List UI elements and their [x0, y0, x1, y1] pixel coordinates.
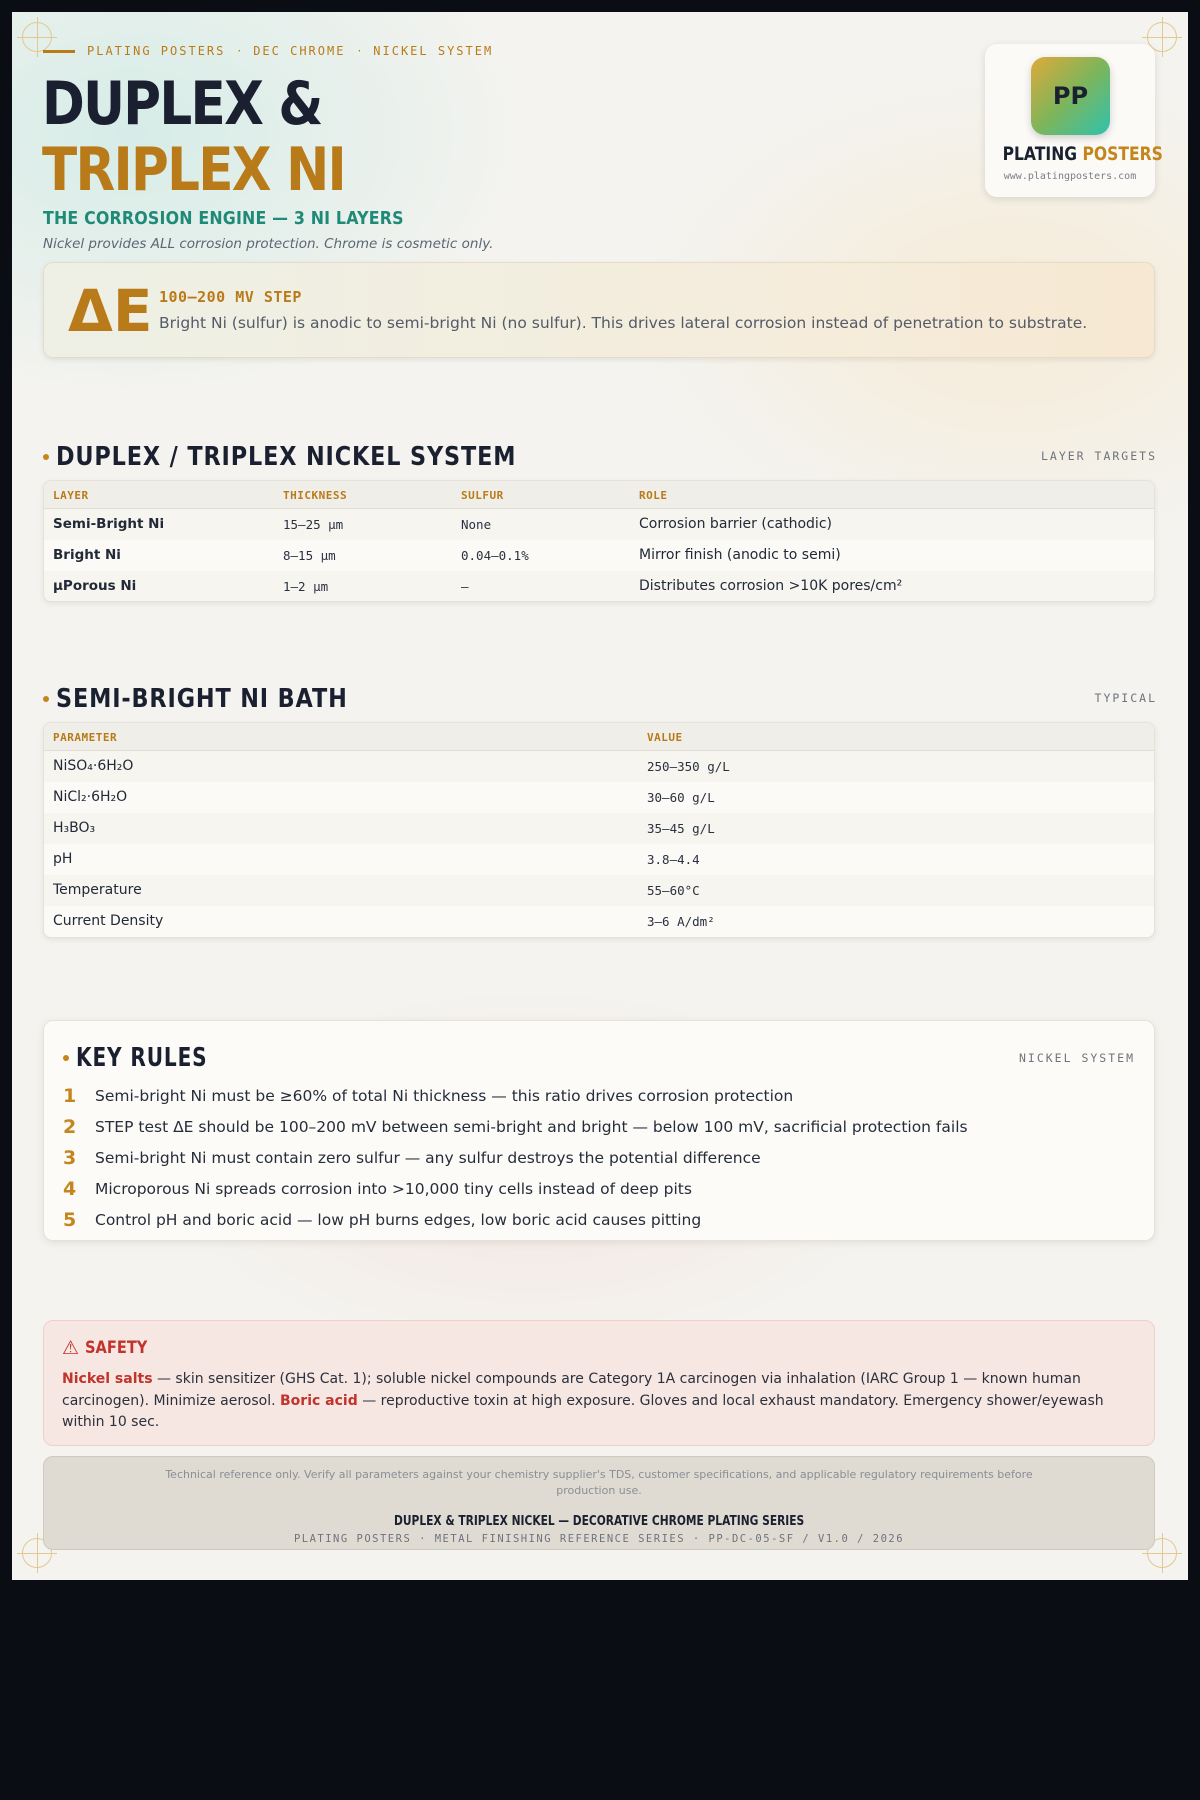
table-row [44, 751, 1154, 782]
brand-name [985, 143, 1163, 165]
rule-item [63, 1084, 793, 1108]
table-cell: 0.04–0.1% [461, 548, 529, 563]
layers-table [43, 480, 1155, 602]
table-row [44, 782, 1154, 813]
rules-tag: NICKEL SYSTEM [1018, 1051, 1135, 1065]
rule-item [63, 1146, 761, 1170]
rule-number: 3 [63, 1147, 77, 1169]
bullet-dot [43, 696, 49, 702]
rule-number: 5 [63, 1209, 77, 1231]
rules-title: KEY RULES [76, 1043, 208, 1073]
warning-icon: ⚠ [62, 1337, 80, 1359]
delta-callout [43, 262, 1155, 358]
safety-highlight: Nickel salts [62, 1371, 153, 1387]
eyebrow-item: DEC CHROME [253, 44, 346, 58]
eyebrow [43, 43, 493, 59]
footer-title-text: DUPLEX & TRIPLEX NICKEL — DECORATIVE CHROME PLATING SERIES [393, 1514, 805, 1529]
table-cell: NiCl₂·6H₂O [53, 789, 128, 805]
eyebrow-item: NICKEL SYSTEM [373, 44, 494, 58]
rule-text: Semi-bright Ni must contain zero sulfur — any sulfur destroys the potential difference [95, 1149, 761, 1167]
table-cell: Semi-Bright Ni [53, 516, 165, 532]
bullet-dot [43, 454, 49, 460]
rule-item [63, 1208, 701, 1232]
delta-symbol: ΔE [68, 277, 153, 345]
table-cell: 3–6 A/dm² [647, 914, 715, 929]
brand-name-part-2: POSTERS [1082, 143, 1163, 165]
section-tag: TYPICAL [1094, 691, 1157, 705]
rule-number: 2 [63, 1116, 77, 1138]
bath-table [43, 722, 1155, 938]
brand-card [985, 44, 1163, 197]
safety-header [62, 1337, 158, 1359]
table-cell: H₃BO₃ [53, 820, 96, 836]
column-header: THICKNESS [283, 489, 348, 502]
table-cell: μPorous Ni [53, 578, 137, 594]
table-row [44, 844, 1154, 875]
footer-disclaimer: Technical reference only. Verify all parameters against your chemistry supplier's TDS, customer specifications, and applicable regulatory requirements before production use. [165, 1468, 1033, 1497]
safety-highlight: Boric acid [280, 1392, 358, 1409]
table-cell: Temperature [53, 882, 142, 898]
page-subtitle: THE CORROSION ENGINE — 3 NI LAYERS [43, 208, 404, 229]
table-body [44, 509, 1154, 602]
column-header: SULFUR [461, 489, 504, 502]
footer-title [44, 1514, 1154, 1529]
eyebrow-item: PLATING POSTERS [87, 44, 226, 58]
table-cell: None [461, 517, 492, 532]
key-rules-card [43, 1020, 1155, 1241]
rule-item [63, 1177, 692, 1201]
table-cell: 55–60°C [647, 883, 700, 898]
safety-text: — reproductive toxin at high exposure. Gloves and local exhaust mandatory. Emergency shower/eyewash within 10 sec. [62, 1392, 1104, 1430]
table-header [44, 723, 1154, 751]
table-cell: 30–60 g/L [647, 790, 715, 805]
rule-item [63, 1115, 968, 1139]
table-cell: 3.8–4.4 [647, 852, 700, 867]
table-cell: — [461, 579, 469, 594]
eyebrow-separator: · [357, 44, 362, 58]
brand-logo: PP [1031, 57, 1110, 135]
safety-title: SAFETY [85, 1338, 148, 1358]
table-cell: 35–45 g/L [647, 821, 715, 836]
rules-header [63, 1043, 229, 1073]
page-title-line-2: TRIPLEX NI [42, 135, 346, 205]
rule-text: Semi-bright Ni must be ≥60% of total Ni thickness — this ratio drives corrosion protection [95, 1087, 794, 1105]
brand-name-part-1: PLATING [1002, 143, 1078, 165]
safety-body [62, 1369, 1137, 1434]
rule-number: 4 [63, 1178, 77, 1200]
safety-text: — skin sensitizer (GHS Cat. 1); soluble nickel compounds are Category 1A carcinogen via inhalation (IARC Group 1 — known human carcinogen). Minimize aerosol. [62, 1371, 1081, 1409]
column-header: ROLE [639, 489, 668, 502]
table-body [44, 751, 1154, 937]
table-cell: 15–25 μm [283, 517, 344, 532]
rule-text: STEP test ΔE should be 100–200 mV between semi-bright and bright — below 100 mV, sacrificial protection fails [95, 1118, 968, 1136]
page-tagline: Nickel provides ALL corrosion protection. Chrome is cosmetic only. [43, 236, 494, 252]
table-row [44, 509, 1154, 540]
section-title: SEMI-BRIGHT NI BATH [56, 684, 348, 714]
bullet-dot [63, 1055, 69, 1061]
eyebrow-bar [43, 50, 75, 53]
table-cell: Mirror finish (anodic to semi) [639, 547, 841, 563]
column-header: VALUE [647, 731, 683, 744]
table-row [44, 813, 1154, 844]
table-cell: 1–2 μm [283, 579, 329, 594]
table-cell: 250–350 g/L [647, 759, 730, 774]
table-cell: Distributes corrosion >10K pores/cm² [639, 578, 903, 594]
page-title-line-1: DUPLEX & [42, 69, 322, 139]
brand-url: www.platingposters.com [1003, 171, 1137, 182]
table-row [44, 906, 1154, 937]
table-header [44, 481, 1154, 509]
column-header: LAYER [53, 489, 89, 502]
table-cell: 8–15 μm [283, 548, 336, 563]
poster-page [12, 12, 1188, 1580]
table-cell: NiSO₄·6H₂O [53, 758, 134, 774]
table-cell: Corrosion barrier (cathodic) [639, 516, 832, 532]
section-header-layers [43, 442, 591, 472]
table-cell: pH [53, 851, 73, 867]
column-header: PARAMETER [53, 731, 118, 744]
section-tag: LAYER TARGETS [1040, 449, 1157, 463]
rule-text: Microporous Ni spreads corrosion into >10,000 tiny cells instead of deep pits [95, 1180, 692, 1198]
table-row [44, 571, 1154, 602]
table-row [44, 875, 1154, 906]
callout-title: 100–200 MV STEP [159, 288, 302, 306]
footer [43, 1456, 1155, 1550]
section-header-bath [43, 684, 395, 714]
rule-text: Control pH and boric acid — low pH burns edges, low boric acid causes pitting [95, 1211, 702, 1229]
footer-meta: PLATING POSTERS · METAL FINISHING REFERENCE SERIES · PP-DC-05-SF / V1.0 / 2026 [293, 1533, 905, 1545]
table-cell: Current Density [53, 913, 164, 929]
table-cell: Bright Ni [53, 547, 121, 563]
eyebrow-separator: · [237, 44, 242, 58]
callout-body: Bright Ni (sulfur) is anodic to semi-bright Ni (no sulfur). This drives lateral corrosion instead of penetration to substrate. [159, 314, 1088, 332]
safety-panel [43, 1320, 1155, 1446]
table-row [44, 540, 1154, 571]
rule-number: 1 [63, 1085, 77, 1107]
section-title: DUPLEX / TRIPLEX NICKEL SYSTEM [56, 442, 517, 472]
